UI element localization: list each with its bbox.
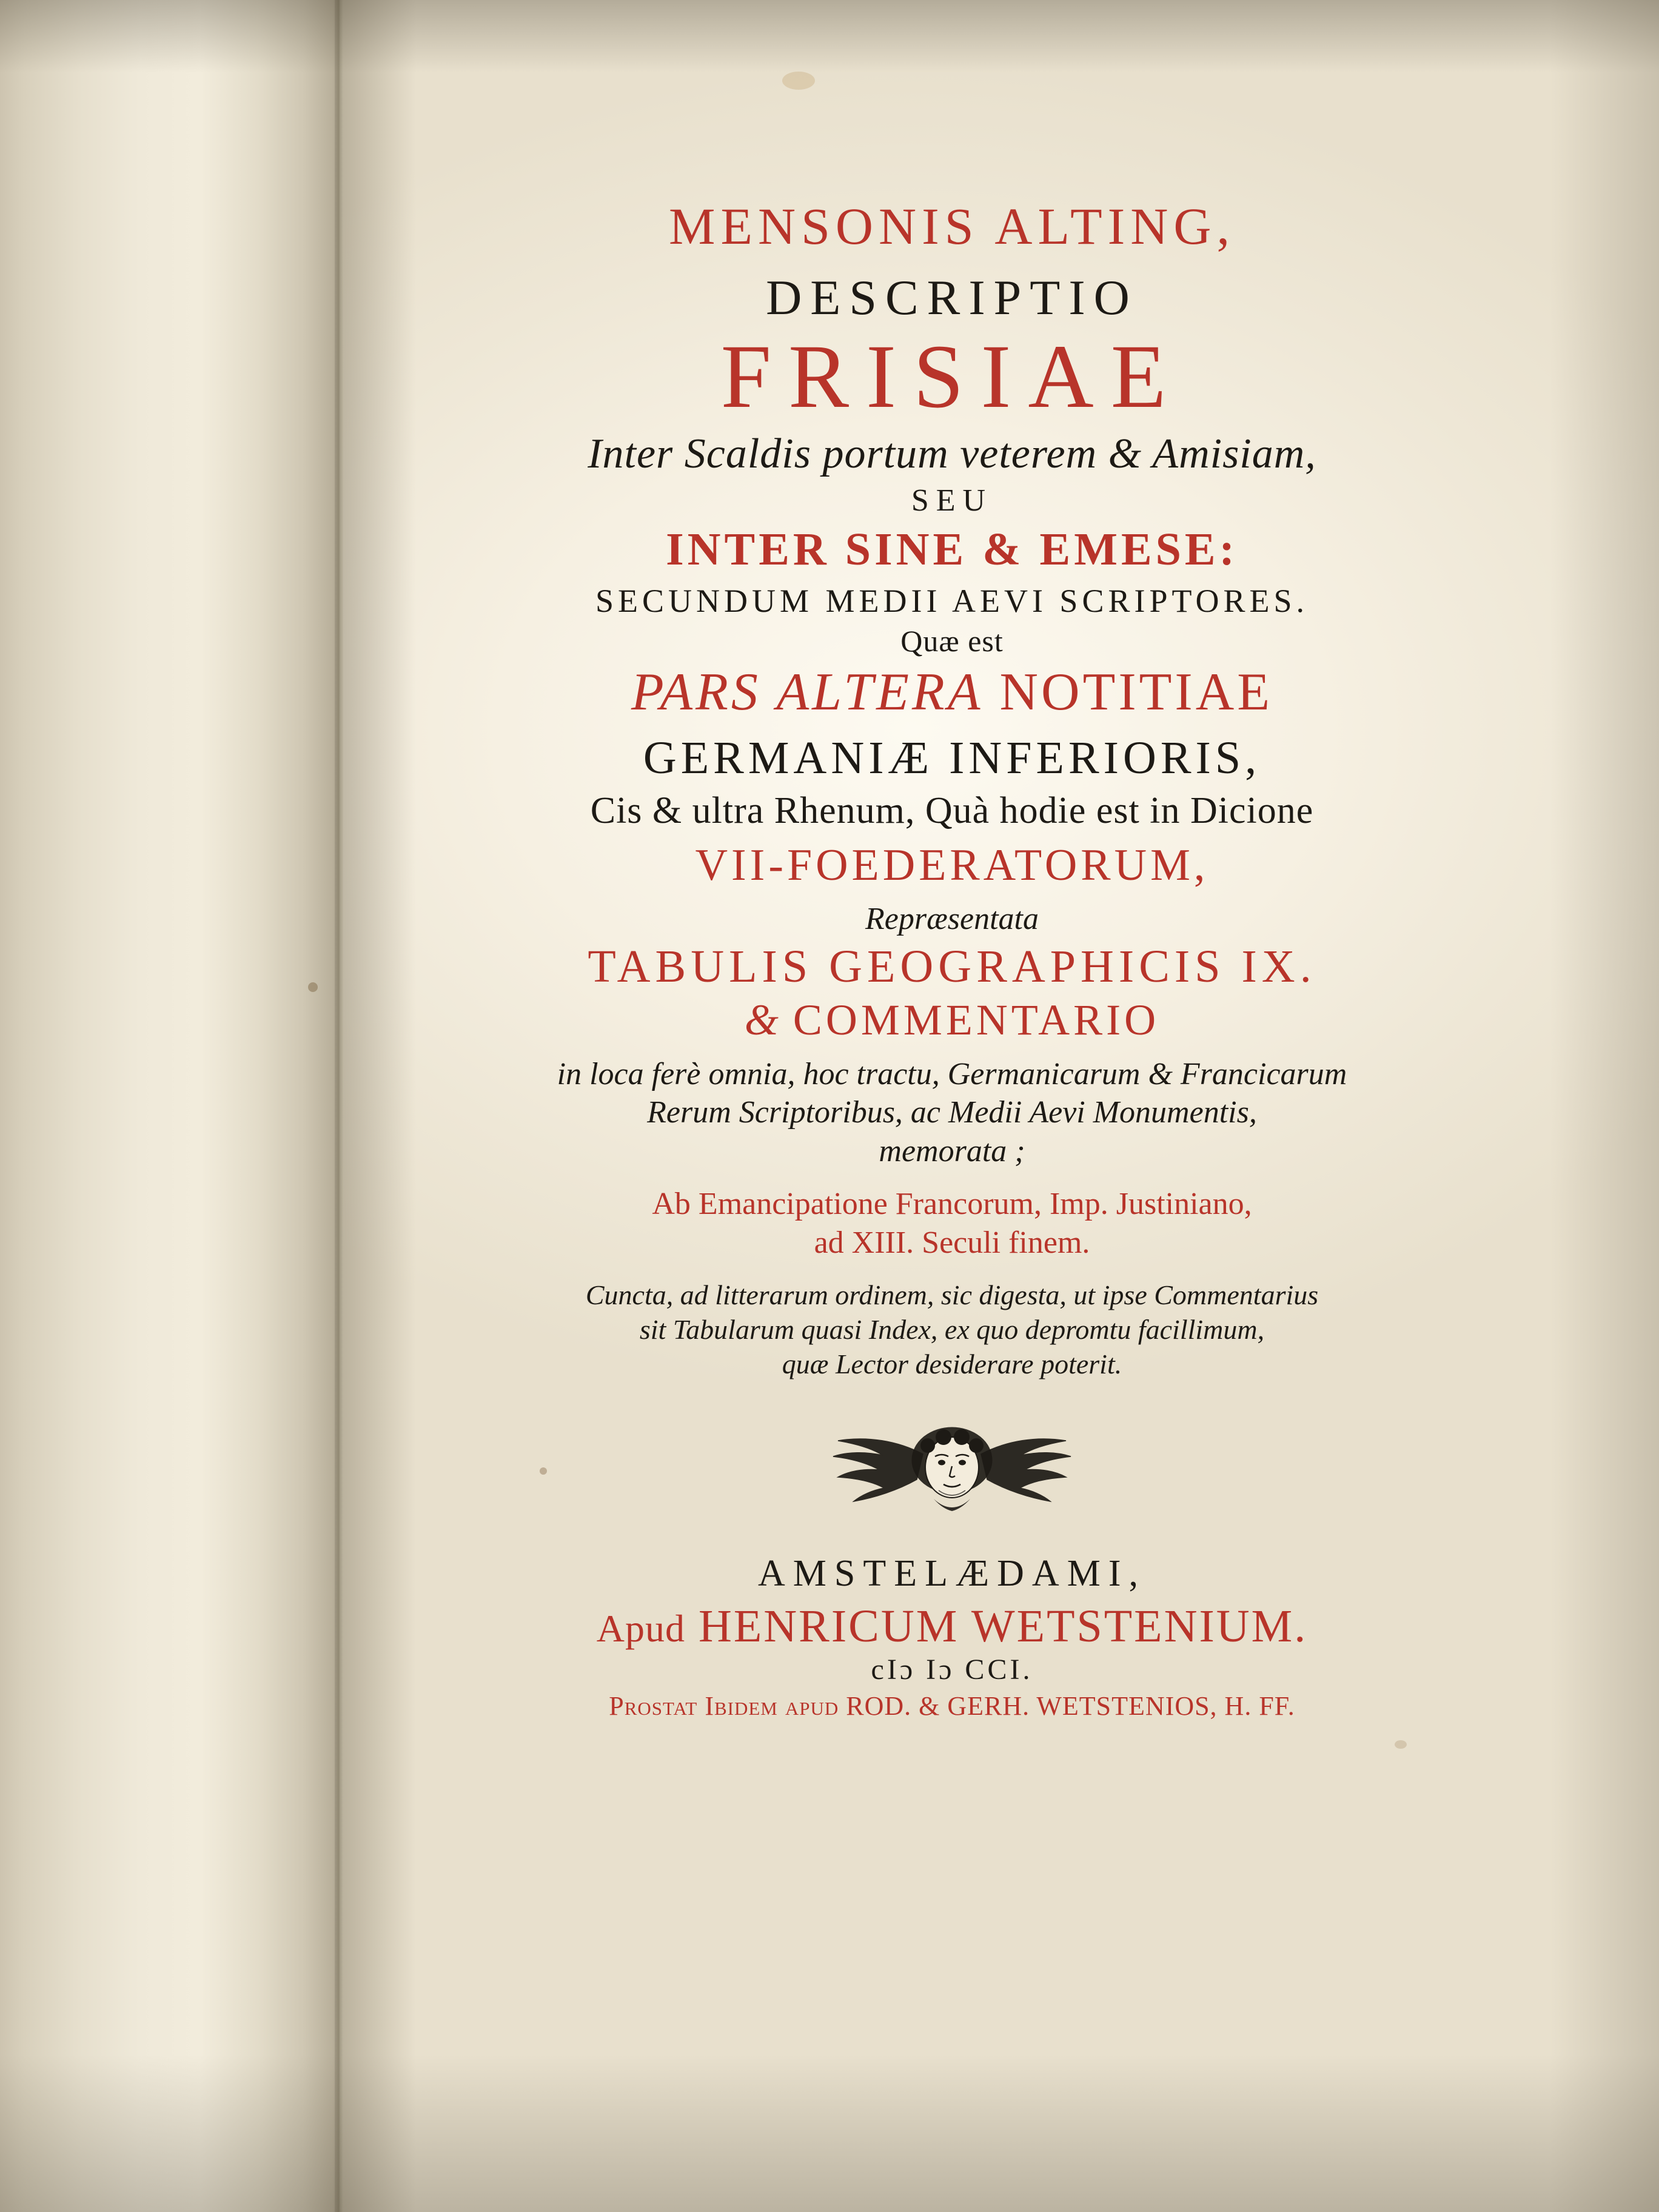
final-note-block (376, 1278, 1528, 1381)
commentario-text: COMMENTARIO (793, 996, 1160, 1044)
final-note-line-2: sit Tabularum quasi Index, ex quo depromtu facillimum, (639, 1314, 1265, 1346)
repraesentata-line: Repræsentata (865, 902, 1039, 936)
notitiae-text: NOTITIAE (999, 663, 1273, 722)
germaniae-inferioris-line: GERMANIÆ INFERIORIS, (643, 732, 1261, 783)
top-edge-shadow (0, 0, 1659, 73)
subtitle-italic: Inter Scaldis portum veterem & Amisiam, (588, 431, 1316, 477)
commentary-note-block (376, 1055, 1528, 1170)
commentario-line (376, 998, 1528, 1042)
secundum-line: SECUNDUM MEDII AEVI SCRIPTORES. (595, 583, 1309, 619)
quae-est-line: Quæ est (900, 624, 1004, 658)
red-note-line-2: ad XIII. Seculi finem. (814, 1225, 1090, 1260)
descriptio-line: DESCRIPTIO (766, 270, 1138, 325)
book-gutter (0, 0, 340, 2212)
bottom-edge-shadow (0, 2054, 1659, 2212)
paper-foxing-spot (782, 72, 815, 90)
publisher-prefix: Apud (596, 1607, 685, 1651)
colophon-line: Prostat Ibidem apud ROD. & GERH. WETSTENIOS, H. FF. (609, 1691, 1295, 1721)
final-note-line-1: Cuncta, ad litterarum ordinem, sic digesta, ut ipse Commentarius (585, 1279, 1319, 1311)
main-title: FRISIAE (720, 326, 1184, 427)
right-edge-shadow (1550, 0, 1659, 2212)
final-note-line-3: quæ Lector desiderare poterit. (782, 1349, 1122, 1380)
inter-sine-emese-line: INTER SINE & EMESE: (666, 524, 1238, 575)
title-page-text-block (376, 197, 1528, 1721)
cis-ultra-rhenum-line: Cis & ultra Rhenum, Quà hodie est in Dicione (590, 790, 1314, 831)
paper-foxing-spot (1395, 1740, 1407, 1749)
publisher-line (376, 1601, 1528, 1652)
place-of-publication: AMSTELÆDAMI, (758, 1553, 1146, 1595)
red-note-block (376, 1185, 1528, 1262)
publisher-name: HENRICUM WETSTENIUM. (698, 1601, 1308, 1652)
commentary-note-line-3: memorata ; (879, 1133, 1025, 1168)
pars-altera-text: PARS ALTERA (631, 663, 984, 722)
page-fold-edge (335, 0, 343, 2212)
winged-cherub-head-ornament-icon (782, 1409, 1122, 1530)
author-line: MENSONIS ALTING, (669, 197, 1235, 255)
tabulis-geographicis-line: TABULIS GEOGRAPHICIS IX. (588, 941, 1316, 992)
ampersand-glyph: & (744, 996, 779, 1044)
pars-altera-notitiae-line (376, 663, 1528, 722)
publication-date-roman: cIɔ Iɔ CCI. (871, 1654, 1033, 1686)
seu-line: SEU (911, 483, 993, 518)
vii-foederatorum-line: VII-FOEDERATORUM, (695, 840, 1209, 890)
commentary-note-line-2: Rerum Scriptoribus, ac Medii Aevi Monumentis, (647, 1095, 1257, 1130)
red-note-line-1: Ab Emancipatione Francorum, Imp. Justiniano, (652, 1187, 1252, 1222)
commentary-note-line-1: in loca ferè omnia, hoc tractu, Germanicarum & Francicarum (557, 1057, 1347, 1091)
